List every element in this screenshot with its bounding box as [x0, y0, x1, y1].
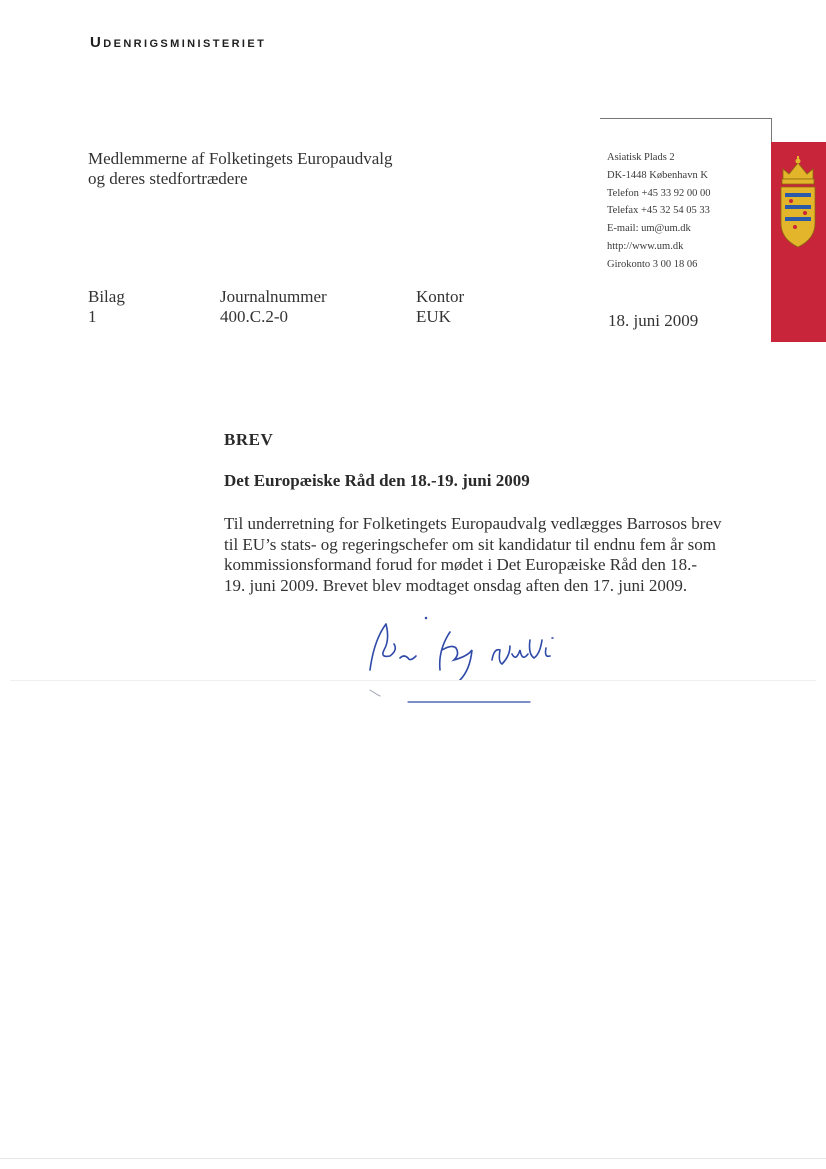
handwritten-signature [360, 610, 580, 710]
website-link[interactable]: http://www.um.dk [607, 240, 684, 252]
bilag-label: Bilag [88, 287, 125, 306]
letter-subject: Det Europæiske Råd den 18.-19. juni 2009 [224, 471, 530, 490]
body-line: 19. juni 2009. Brevet blev modtaget onsdag aften den 17. juni 2009. [224, 575, 688, 595]
recipient-line-1: Medlemmerne af Folketingets Europaudvalg [88, 149, 393, 168]
bilag-column [88, 287, 125, 327]
bilag-value: 1 [88, 307, 97, 326]
email-link[interactable]: E-mail: um@um.dk [607, 223, 691, 235]
scan-artifact-line [0, 1158, 826, 1159]
recipient-line-2: og deres stedfortrædere [88, 169, 248, 188]
letter-body [224, 514, 764, 596]
kontor-column [416, 287, 464, 327]
address-block [607, 149, 710, 274]
letter-date: 18. juni 2009 [608, 311, 699, 330]
address-line: Girokonto 3 00 18 06 [607, 258, 698, 270]
journal-column [220, 287, 327, 327]
body-line: kommissionsformand forud for mødet i Det Europæiske Råd den 18.- [224, 555, 698, 574]
body-line: til EU’s stats- og regeringschefer om sit kandidatur til endnu fem år som [224, 534, 716, 554]
journal-label: Journalnummer [220, 287, 327, 306]
letter-type: BREV [224, 430, 274, 449]
journal-value: 400.C.2-0 [220, 307, 288, 326]
ministry-name: Udenrigsministeriet [90, 34, 267, 51]
address-line: Asiatisk Plads 2 [607, 152, 675, 163]
scan-artifact-line [10, 680, 816, 681]
recipient-block [88, 149, 393, 189]
body-line: Til underretning for Folketingets Europaudvalg vedlægges Barrosos brev [224, 514, 722, 533]
address-line: Telefax +45 32 54 05 33 [607, 205, 710, 217]
address-rule [600, 118, 772, 119]
kontor-value: EUK [416, 307, 451, 326]
address-line: DK-1448 København K [607, 169, 708, 181]
address-line: Telefon +45 33 92 00 00 [607, 187, 711, 199]
kontor-label: Kontor [416, 287, 465, 306]
address-rule-vertical [771, 118, 772, 142]
coat-of-arms-icon [777, 155, 819, 253]
